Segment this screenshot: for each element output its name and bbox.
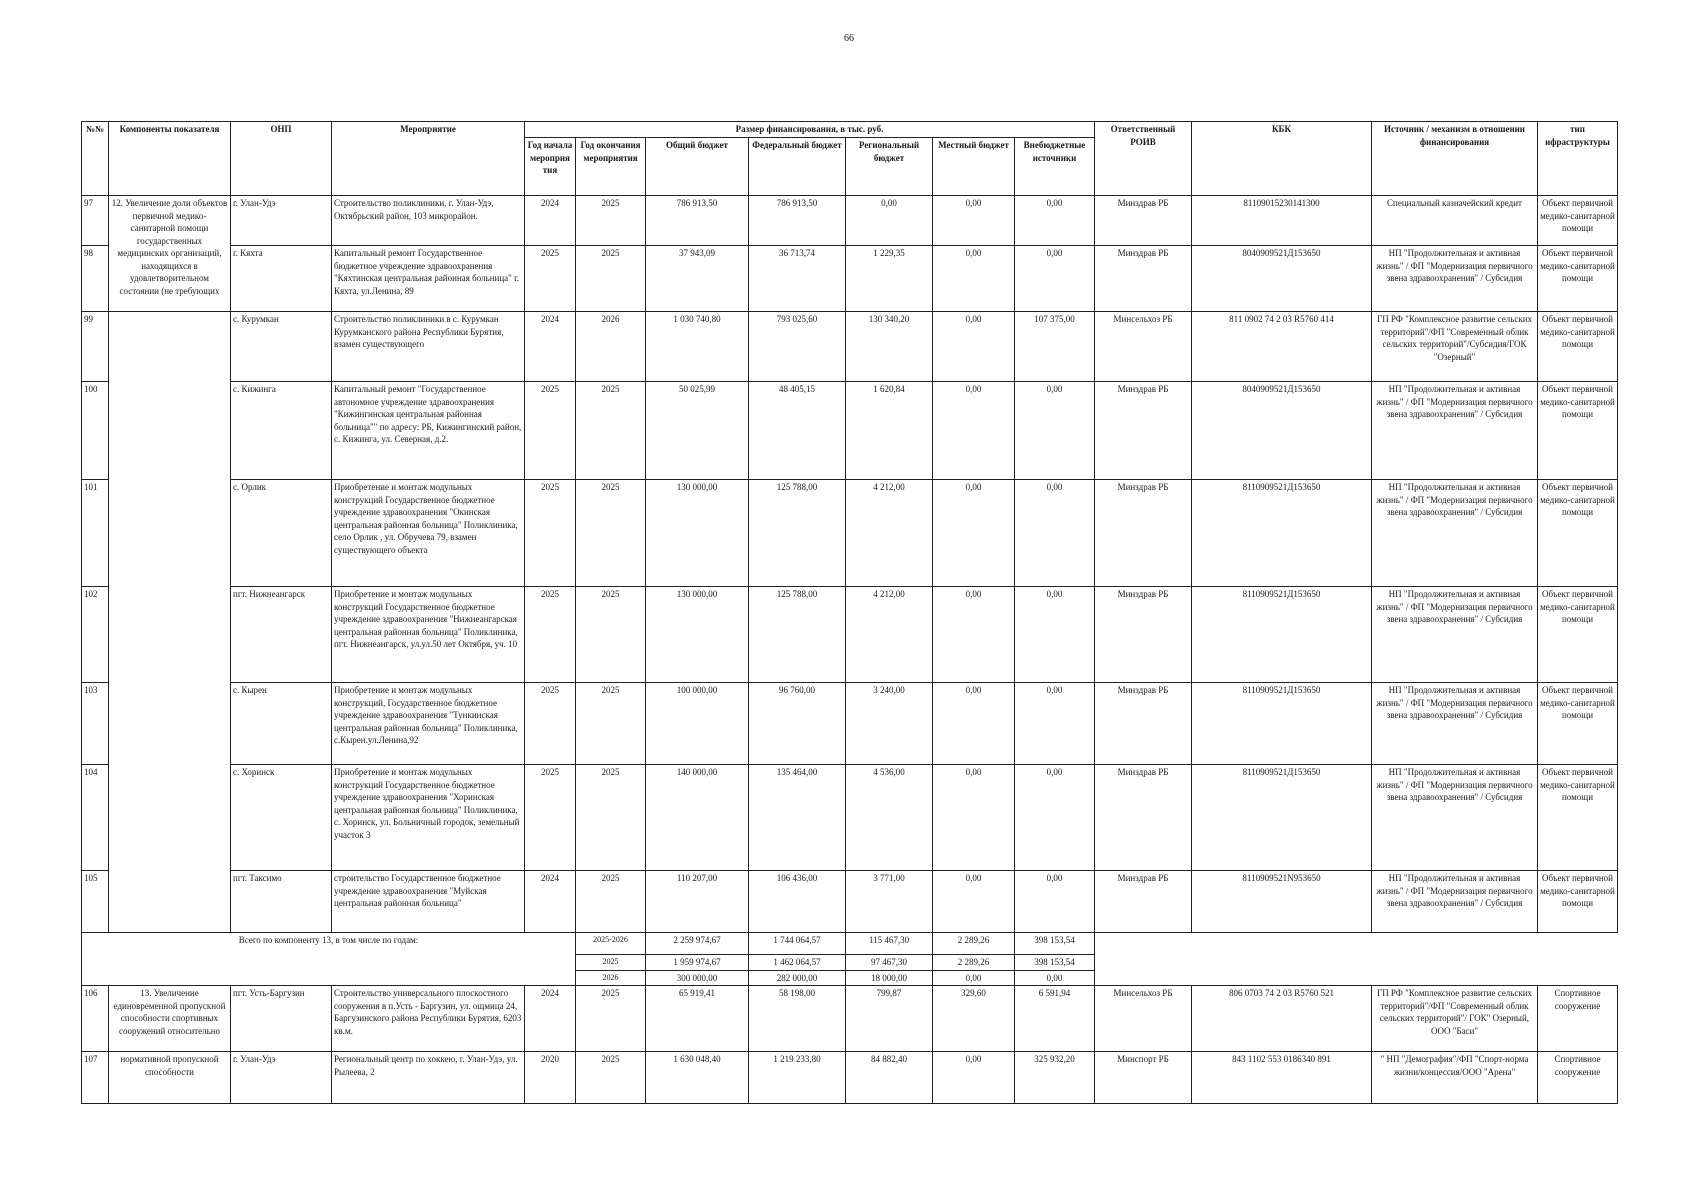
event-cell: Строительство универсального плоскостного сооружения в п.Усть - Баргузин, ул. ощмица 24, Баргузинского района Республики Бурятия, 6203 кв.м. bbox=[332, 986, 525, 1052]
onp-cell: г. Улан-Удэ bbox=[231, 196, 332, 246]
event-cell: Строительство поликлиники, г. Улан-Удэ, Октябрьский район, 103 микрорайон. bbox=[332, 196, 525, 246]
year-start-cell: 2024 bbox=[525, 871, 576, 933]
regional-budget-cell: 799,87 bbox=[846, 986, 933, 1052]
table-row bbox=[82, 382, 1618, 480]
offbudget-cell: 6 591,94 bbox=[1015, 986, 1095, 1052]
header-local: Местный бюджет bbox=[933, 138, 1015, 196]
onp-cell: пгт. Нижнеангарск bbox=[231, 587, 332, 683]
summary-total: 300 000,00 bbox=[646, 970, 749, 986]
year-start-cell: 2025 bbox=[525, 382, 576, 480]
summary-period: 2025 bbox=[576, 955, 646, 971]
summary-regional: 97 467,30 bbox=[846, 955, 933, 971]
kbk-cell: 81109015230141300 bbox=[1192, 196, 1372, 246]
row-number: 99 bbox=[82, 312, 109, 382]
infra-cell: Объект первичной медико-санитарной помощи bbox=[1538, 871, 1618, 933]
source-cell: ГП РФ "Комплексное развитие сельских территорий"/ФП "Современный облик сельских территорий"/Субсидия/ГОК "Озерный" bbox=[1372, 312, 1538, 382]
year-end-cell: 2025 bbox=[576, 480, 646, 587]
component-cell: нормативной пропускной способности bbox=[109, 1052, 231, 1104]
federal-budget-cell: 135 464,00 bbox=[749, 765, 846, 871]
infra-cell: Объект первичной медико-санитарной помощи bbox=[1538, 196, 1618, 246]
year-end-cell: 2025 bbox=[576, 683, 646, 765]
local-budget-cell: 0,00 bbox=[933, 1052, 1015, 1104]
year-end-cell: 2025 bbox=[576, 382, 646, 480]
summary-regional: 115 467,30 bbox=[846, 933, 933, 955]
kbk-cell: 8110909521Д153650 bbox=[1192, 480, 1372, 587]
roiv-cell: Минспорт РБ bbox=[1095, 1052, 1192, 1104]
regional-budget-cell: 3 240,00 bbox=[846, 683, 933, 765]
header-kbk: КБК bbox=[1192, 122, 1372, 196]
year-start-cell: 2024 bbox=[525, 312, 576, 382]
total-budget-cell: 1 630 048,40 bbox=[646, 1052, 749, 1104]
financing-table bbox=[81, 121, 1618, 1104]
regional-budget-cell: 130 340,20 bbox=[846, 312, 933, 382]
federal-budget-cell: 96 760,00 bbox=[749, 683, 846, 765]
federal-budget-cell: 1 219 233,80 bbox=[749, 1052, 846, 1104]
table-row bbox=[82, 683, 1618, 765]
kbk-cell: 811 0902 74 2 03 R5760 414 bbox=[1192, 312, 1372, 382]
header-infra: тип ифраструктуры bbox=[1538, 122, 1618, 196]
local-budget-cell: 0,00 bbox=[933, 765, 1015, 871]
roiv-cell: Минздрав РБ bbox=[1095, 765, 1192, 871]
onp-cell: с. Кырен bbox=[231, 683, 332, 765]
total-budget-cell: 130 000,00 bbox=[646, 480, 749, 587]
year-end-cell: 2025 bbox=[576, 1052, 646, 1104]
row-number: 101 bbox=[82, 480, 109, 587]
source-cell: НП "Продолжительная и активная жизнь" / ФП "Модернизация первичного звена здравоохранения" / Субсидия bbox=[1372, 871, 1538, 933]
infra-cell: Объект первичной медико-санитарной помощи bbox=[1538, 246, 1618, 312]
header-federal: Федеральный бюджет bbox=[749, 138, 846, 196]
summary-regional: 18 000,00 bbox=[846, 970, 933, 986]
offbudget-cell: 325 932,20 bbox=[1015, 1052, 1095, 1104]
onp-cell: г. Кяхта bbox=[231, 246, 332, 312]
local-budget-cell: 329,60 bbox=[933, 986, 1015, 1052]
onp-cell: с. Орлик bbox=[231, 480, 332, 587]
local-budget-cell: 0,00 bbox=[933, 587, 1015, 683]
summary-row bbox=[82, 933, 1618, 955]
summary-offbudget: 398 153,54 bbox=[1015, 933, 1095, 955]
offbudget-cell: 0,00 bbox=[1015, 871, 1095, 933]
kbk-cell: 8110909521N953650 bbox=[1192, 871, 1372, 933]
total-budget-cell: 786 913,50 bbox=[646, 196, 749, 246]
summary-total: 2 259 974,67 bbox=[646, 933, 749, 955]
source-cell: " НП "Демография"/ФП "Спорт-норма жизни/концессия/ООО "Арена" bbox=[1372, 1052, 1538, 1104]
roiv-cell: Минздрав РБ bbox=[1095, 683, 1192, 765]
row-number: 98 bbox=[82, 246, 109, 312]
regional-budget-cell: 1 620,84 bbox=[846, 382, 933, 480]
federal-budget-cell: 125 788,00 bbox=[749, 587, 846, 683]
infra-cell: Объект первичной медико-санитарной помощи bbox=[1538, 382, 1618, 480]
summary-period: 2026 bbox=[576, 970, 646, 986]
infra-cell: Объект первичной медико-санитарной помощи bbox=[1538, 683, 1618, 765]
year-end-cell: 2025 bbox=[576, 986, 646, 1052]
event-cell: строительство Государственное бюджетное учреждение здравоохранения "Муйская центральная районная больница" bbox=[332, 871, 525, 933]
year-start-cell: 2025 bbox=[525, 480, 576, 587]
infra-cell: Объект первичной медико-санитарной помощи bbox=[1538, 587, 1618, 683]
regional-budget-cell: 4 212,00 bbox=[846, 480, 933, 587]
header-onp: ОНП bbox=[231, 122, 332, 196]
year-start-cell: 2024 bbox=[525, 196, 576, 246]
kbk-cell: 8110909521Д153650 bbox=[1192, 587, 1372, 683]
header-source: Источник / механизм в отношении финансирования bbox=[1372, 122, 1538, 196]
federal-budget-cell: 786 913,50 bbox=[749, 196, 846, 246]
source-cell: НП "Продолжительная и активная жизнь" / ФП "Модернизация первичного звена здравоохранения" / Субсидия bbox=[1372, 382, 1538, 480]
event-cell: Региональный центр по хоккею, г. Улан-Удэ, ул. Рылеева, 2 bbox=[332, 1052, 525, 1104]
roiv-cell: Минздрав РБ bbox=[1095, 587, 1192, 683]
row-number: 100 bbox=[82, 382, 109, 480]
roiv-cell: Минздрав РБ bbox=[1095, 246, 1192, 312]
kbk-cell: 843 1102 553 0186340 891 bbox=[1192, 1052, 1372, 1104]
summary-local: 2 289,26 bbox=[933, 933, 1015, 955]
component-label: 12. Увеличение доли объектов первичной медико-санитарной помощи государственных медицинских организаций, находящихся в удовлетворительном состоянии (не требующих bbox=[111, 198, 228, 296]
summary-blank bbox=[1095, 933, 1618, 986]
total-budget-cell: 65 919,41 bbox=[646, 986, 749, 1052]
source-cell: НП "Продолжительная и активная жизнь" / ФП "Модернизация первичного звена здравоохранения" / Субсидия bbox=[1372, 587, 1538, 683]
infra-cell: Объект первичной медико-санитарной помощи bbox=[1538, 312, 1618, 382]
infra-cell: Спортивное сооружение bbox=[1538, 986, 1618, 1052]
regional-budget-cell: 84 882,40 bbox=[846, 1052, 933, 1104]
offbudget-cell: 0,00 bbox=[1015, 480, 1095, 587]
year-start-cell: 2024 bbox=[525, 986, 576, 1052]
federal-budget-cell: 106 436,00 bbox=[749, 871, 846, 933]
onp-cell: г. Улан-Удэ bbox=[231, 1052, 332, 1104]
federal-budget-cell: 58 198,00 bbox=[749, 986, 846, 1052]
onp-cell: с. Курумкан bbox=[231, 312, 332, 382]
roiv-cell: Минсельхоз РБ bbox=[1095, 986, 1192, 1052]
header-component: Компоненты показателя bbox=[109, 122, 231, 196]
local-budget-cell: 0,00 bbox=[933, 871, 1015, 933]
event-cell: Приобретение и монтаж модульных конструкций, Государственное бюджетное учреждение здравоохранения "Тункинская центральная районная больница" Поликлиника, с.Кырен.ул.Ленина,92 bbox=[332, 683, 525, 765]
header-year-start: Год начала мероприя тия bbox=[525, 138, 576, 196]
table-row bbox=[82, 196, 1618, 246]
header-offbudget: Внебюджетные источники bbox=[1015, 138, 1095, 196]
offbudget-cell: 0,00 bbox=[1015, 246, 1095, 312]
offbudget-cell: 107 375,00 bbox=[1015, 312, 1095, 382]
summary-period: 2025-2026 bbox=[576, 933, 646, 955]
summary-local: 0,00 bbox=[933, 970, 1015, 986]
local-budget-cell: 0,00 bbox=[933, 683, 1015, 765]
infra-cell: Объект первичной медико-санитарной помощи bbox=[1538, 480, 1618, 587]
year-start-cell: 2025 bbox=[525, 765, 576, 871]
header-roiv: Ответственный РОИВ bbox=[1095, 122, 1192, 196]
header-event: Мероприятие bbox=[332, 122, 525, 196]
source-cell: Специальный казначейский кредит bbox=[1372, 196, 1538, 246]
local-budget-cell: 0,00 bbox=[933, 312, 1015, 382]
table-row bbox=[82, 587, 1618, 683]
federal-budget-cell: 125 788,00 bbox=[749, 480, 846, 587]
header-regional: Региональный бюджет bbox=[846, 138, 933, 196]
total-budget-cell: 110 207,00 bbox=[646, 871, 749, 933]
row-number: 107 bbox=[82, 1052, 109, 1104]
year-end-cell: 2025 bbox=[576, 196, 646, 246]
event-cell: Приобретение и монтаж модульных конструкций Государственное бюджетное учреждение здравоохранения "Окинская центральная районная больница" Поликлиника, село Орлик , ул. Обручева 79, взамен существующего объекта bbox=[332, 480, 525, 587]
summary-offbudget: 398 153,54 bbox=[1015, 955, 1095, 971]
offbudget-cell: 0,00 bbox=[1015, 587, 1095, 683]
regional-budget-cell: 4 212,00 bbox=[846, 587, 933, 683]
year-start-cell: 2025 bbox=[525, 246, 576, 312]
summary-total: 1 959 974,67 bbox=[646, 955, 749, 971]
local-budget-cell: 0,00 bbox=[933, 382, 1015, 480]
summary-offbudget: 0,00 bbox=[1015, 970, 1095, 986]
year-start-cell: 2025 bbox=[525, 587, 576, 683]
regional-budget-cell: 1 229,35 bbox=[846, 246, 933, 312]
component-cell-empty bbox=[109, 312, 231, 933]
offbudget-cell: 0,00 bbox=[1015, 196, 1095, 246]
regional-budget-cell: 4 536,00 bbox=[846, 765, 933, 871]
onp-cell: пгт. Таксимо bbox=[231, 871, 332, 933]
table-row bbox=[82, 312, 1618, 382]
kbk-cell: 8040909521Д153650 bbox=[1192, 382, 1372, 480]
total-budget-cell: 100 000,00 bbox=[646, 683, 749, 765]
header-total: Общий бюджет bbox=[646, 138, 749, 196]
page-number: 66 bbox=[844, 33, 854, 44]
row-number: 105 bbox=[82, 871, 109, 933]
event-cell: Строительство поликлиники в с. Курумкан Курумканского района Республики Бурятия, взамен существующего bbox=[332, 312, 525, 382]
year-end-cell: 2026 bbox=[576, 312, 646, 382]
offbudget-cell: 0,00 bbox=[1015, 683, 1095, 765]
source-cell: НП "Продолжительная и активная жизнь" / ФП "Модернизация первичного звена здравоохранения" / Субсидия bbox=[1372, 683, 1538, 765]
row-number: 106 bbox=[82, 986, 109, 1052]
source-cell: НП "Продолжительная и активная жизнь" / ФП "Модернизация первичного звена здравоохранения" / Субсидия bbox=[1372, 480, 1538, 587]
roiv-cell: Минздрав РБ bbox=[1095, 480, 1192, 587]
event-cell: Приобретение и монтаж модульных конструкций Государственное бюджетное учреждение здравоохранения "Хоринская центральная районная больница" Поликлиника, с. Хоринск, ул. Больничный городок, земельный участок 3 bbox=[332, 765, 525, 871]
kbk-cell: 8110909521Д153650 bbox=[1192, 683, 1372, 765]
year-end-cell: 2025 bbox=[576, 871, 646, 933]
summary-federal: 1 462 064,57 bbox=[749, 955, 846, 971]
total-budget-cell: 140 000,00 bbox=[646, 765, 749, 871]
year-end-cell: 2025 bbox=[576, 246, 646, 312]
local-budget-cell: 0,00 bbox=[933, 246, 1015, 312]
event-cell: Приобретение и монтаж модульных конструкций Государственное бюджетное учреждение здравоохранения "Нижнеангарская центральная районная больница" Поликлиника, пгт. Нижнеангарск, ул.ул.50 лет Октября, уч. 10 bbox=[332, 587, 525, 683]
summary-local: 2 289,26 bbox=[933, 955, 1015, 971]
header-financing: Размер финансирования, в тыс. руб. bbox=[525, 122, 1095, 138]
regional-budget-cell: 0,00 bbox=[846, 196, 933, 246]
summary-federal: 1 744 064,57 bbox=[749, 933, 846, 955]
summary-federal: 282 000,00 bbox=[749, 970, 846, 986]
infra-cell: Объект первичной медико-санитарной помощи bbox=[1538, 765, 1618, 871]
table-row bbox=[82, 871, 1618, 933]
header-year-end: Год окончания мероприятия bbox=[576, 138, 646, 196]
offbudget-cell: 0,00 bbox=[1015, 765, 1095, 871]
federal-budget-cell: 36 713,74 bbox=[749, 246, 846, 312]
row-number: 97 bbox=[82, 196, 109, 246]
year-start-cell: 2020 bbox=[525, 1052, 576, 1104]
federal-budget-cell: 793 025,60 bbox=[749, 312, 846, 382]
header-num: №№ bbox=[82, 122, 109, 196]
source-cell: ГП РФ "Комплексное развитие сельских территорий"/ФП "Современный облик сельских территорий"/ ГОК" Озерный, ООО "Баси" bbox=[1372, 986, 1538, 1052]
infra-cell: Спортивное сооружение bbox=[1538, 1052, 1618, 1104]
total-budget-cell: 50 025,99 bbox=[646, 382, 749, 480]
kbk-cell: 8110909521Д153650 bbox=[1192, 765, 1372, 871]
component-cell: 13. Увеличение единовременной пропускной способности спортивных сооружений относительно bbox=[109, 986, 231, 1052]
roiv-cell: Минздрав РБ bbox=[1095, 196, 1192, 246]
offbudget-cell: 0,00 bbox=[1015, 382, 1095, 480]
source-cell: НП "Продолжительная и активная жизнь" / ФП "Модернизация первичного звена здравоохранения" / Субсидия bbox=[1372, 246, 1538, 312]
total-budget-cell: 37 943,09 bbox=[646, 246, 749, 312]
roiv-cell: Минздрав РБ bbox=[1095, 871, 1192, 933]
onp-cell: с. Кижинга bbox=[231, 382, 332, 480]
table-row bbox=[82, 765, 1618, 871]
local-budget-cell: 0,00 bbox=[933, 480, 1015, 587]
row-number: 102 bbox=[82, 587, 109, 683]
total-budget-cell: 1 030 740,80 bbox=[646, 312, 749, 382]
table-row bbox=[82, 986, 1618, 1052]
table-row bbox=[82, 1052, 1618, 1104]
onp-cell: пгт. Усть-Баргузин bbox=[231, 986, 332, 1052]
total-budget-cell: 130 000,00 bbox=[646, 587, 749, 683]
source-cell: НП "Продолжительная и активная жизнь" / ФП "Модернизация первичного звена здравоохранения" / Субсидия bbox=[1372, 765, 1538, 871]
kbk-cell: 8040909521Д153650 bbox=[1192, 246, 1372, 312]
local-budget-cell: 0,00 bbox=[933, 196, 1015, 246]
summary-label: Всего по компоненту 13, в том числе по годам: bbox=[82, 933, 576, 986]
federal-budget-cell: 48 405,15 bbox=[749, 382, 846, 480]
year-end-cell: 2025 bbox=[576, 765, 646, 871]
table-row bbox=[82, 480, 1618, 587]
regional-budget-cell: 3 771,00 bbox=[846, 871, 933, 933]
year-end-cell: 2025 bbox=[576, 587, 646, 683]
event-cell: Капитальный ремонт Государственное бюджетное учреждение здравоохранения "Кяхтинская центральная районная больница" г. Кяхта, ул.Ленина, 89 bbox=[332, 246, 525, 312]
event-cell: Капитальный ремонт "Государственное автономное учреждение здравоохранения "Кижингинская центральная районная больница"" по адресу: РБ, Кижингинский район, с. Кижинга, ул. Северная, д.2. bbox=[332, 382, 525, 480]
row-number: 104 bbox=[82, 765, 109, 871]
row-number: 103 bbox=[82, 683, 109, 765]
roiv-cell: Минсельхоз РБ bbox=[1095, 312, 1192, 382]
component-cell bbox=[109, 196, 231, 312]
kbk-cell: 806 0703 74 2 03 R5760 521 bbox=[1192, 986, 1372, 1052]
onp-cell: с. Хоринск bbox=[231, 765, 332, 871]
year-start-cell: 2025 bbox=[525, 683, 576, 765]
table-row bbox=[82, 246, 1618, 312]
roiv-cell: Минздрав РБ bbox=[1095, 382, 1192, 480]
